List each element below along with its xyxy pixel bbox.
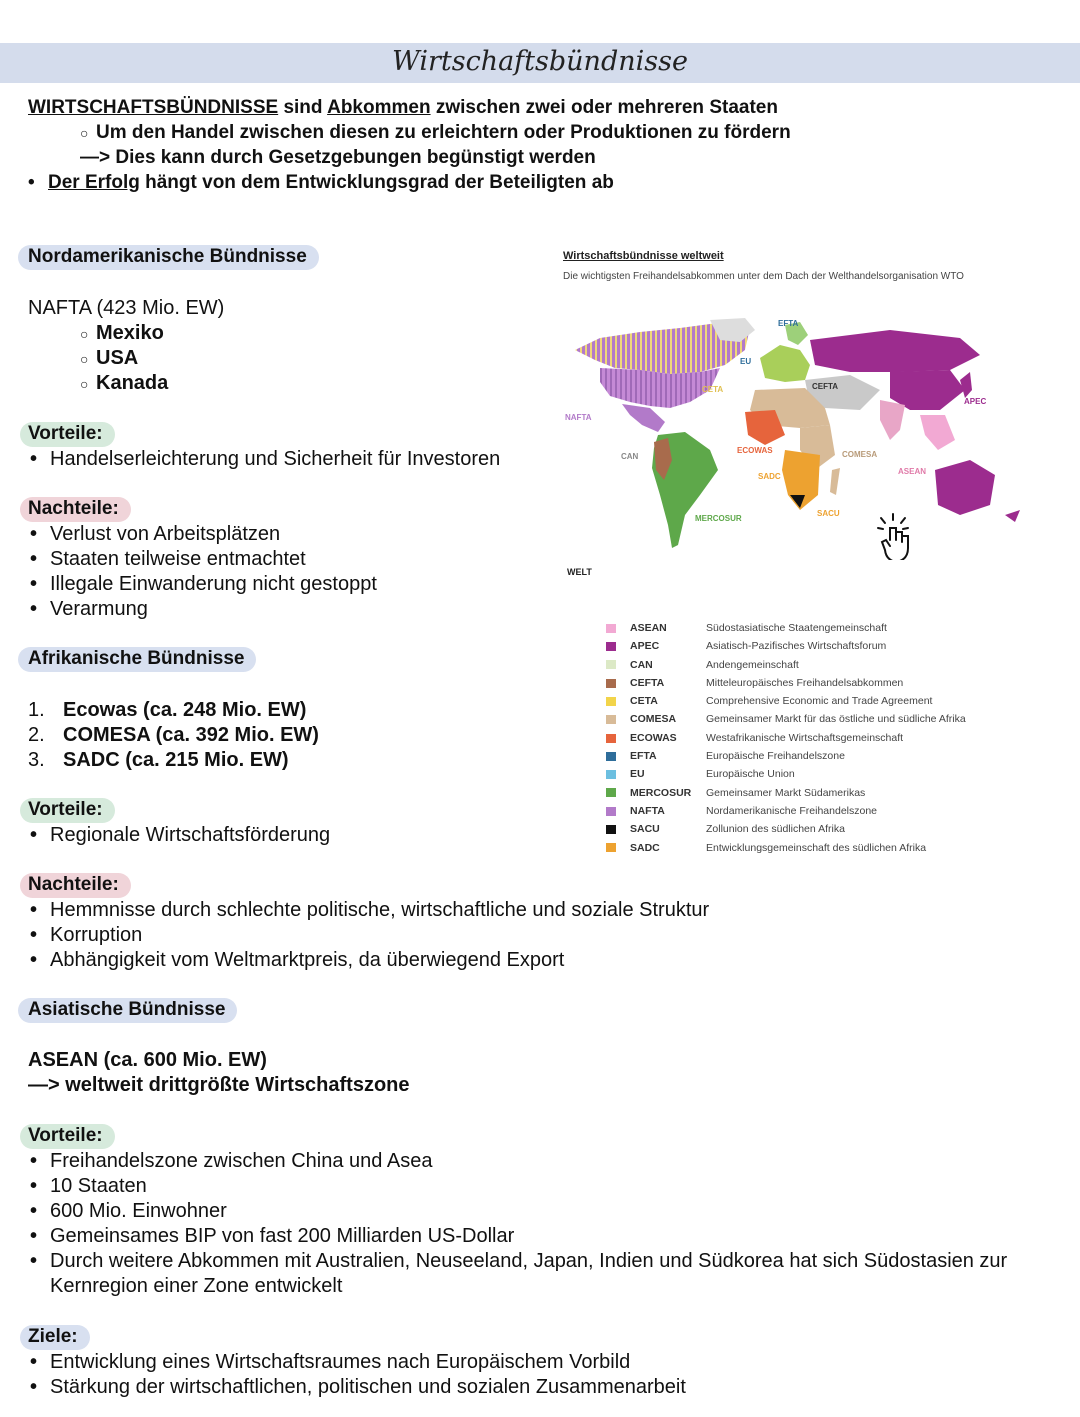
asia-section (28, 1048, 410, 1098)
north-cons-list (30, 522, 377, 622)
legend-code: CEFTA (630, 676, 665, 689)
legend-name: Mitteleuropäisches Freihandelsabkommen (706, 676, 904, 689)
hand-pointer-icon (878, 514, 908, 560)
label-can: CAN (621, 452, 639, 461)
legend-name: Andengemeinschaft (706, 658, 799, 671)
legend-code: CETA (630, 695, 658, 708)
pro-item: • Regionale Wirtschaftsförderung (30, 823, 330, 848)
label-cefta: CEFTA (812, 382, 839, 391)
africa-list (28, 698, 319, 773)
page-title: Wirtschaftsbündnisse (392, 46, 688, 77)
legend-swatch (606, 843, 616, 852)
asia-goals-list (30, 1350, 686, 1400)
nz-shape (1005, 510, 1020, 522)
label-ceta: CETA (702, 385, 724, 394)
australia-shape (935, 460, 995, 515)
legend-code: EFTA (630, 750, 657, 763)
pro-item: • Durch weitere Abkommen mit Australien, Neuseeland, Japan, Indien und Südkorea hat sich Südostasien zur Kernregion einer Zone entwickelt (30, 1249, 1030, 1299)
legend-row (606, 674, 966, 692)
intro-section (28, 95, 1068, 195)
india-shape (880, 400, 905, 440)
con-item: • Hemmnisse durch schlechte politische, wirtschaftliche und soziale Struktur (30, 898, 709, 923)
con-item: • Verarmung (30, 597, 377, 622)
legend-row (606, 839, 966, 857)
legend-swatch (606, 788, 616, 797)
legend-swatch (606, 660, 616, 669)
con-item: • Illegale Einwanderung nicht gestoppt (30, 572, 377, 597)
pro-item: • 600 Mio. Einwohner (30, 1199, 1030, 1224)
label-eu: EU (740, 357, 752, 366)
north-pros-label: Vorteile: (20, 422, 115, 447)
intro-text: sind (278, 97, 328, 118)
con-item: • Staaten teilweise entmachtet (30, 547, 377, 572)
member-item: ○ USA (80, 346, 224, 371)
nafta-line: NAFTA (423 Mio. EW) (28, 297, 225, 319)
legend-swatch (606, 807, 616, 816)
item-number: 1. (28, 699, 45, 721)
africa-cons-label: Nachteile: (20, 873, 131, 898)
pro-item: • Handelserleichterung und Sicherheit für Investoren (30, 447, 500, 472)
legend-row (606, 820, 966, 838)
legend-name: Südostasiatische Staatengemeinschaft (706, 622, 887, 634)
pro-item: • Freihandelszone zwischen China und Asea (30, 1149, 1030, 1174)
intro-line-1 (28, 95, 1068, 120)
con-item: • Korruption (30, 923, 709, 948)
legend-code: APEC (630, 640, 660, 653)
map-source: WELT (567, 567, 592, 577)
item-number: 3. (28, 749, 45, 771)
africa-pros-list (30, 823, 330, 848)
legend-row (606, 802, 966, 820)
legend-code: SACU (630, 823, 660, 836)
legend-swatch (606, 715, 616, 724)
mexico-shape (622, 404, 665, 432)
legend-code: SADC (630, 841, 660, 854)
label-ecowas: ECOWAS (737, 446, 773, 455)
nafta-members (80, 321, 224, 396)
legend-code: CAN (630, 658, 653, 671)
legend-code: ASEAN (630, 622, 667, 634)
legend-name: Europäische Union (706, 768, 795, 781)
label-sacu: SACU (817, 509, 840, 518)
africa-item (28, 698, 319, 723)
item-number: 2. (28, 724, 45, 746)
goal-item: • Stärkung der wirtschaftlichen, politischen und sozialen Zusammenarbeit (30, 1375, 686, 1400)
legend-row (606, 637, 966, 655)
asean-line: ASEAN (ca. 600 Mio. EW) (28, 1049, 267, 1071)
intro-sub-2: —> Dies kann durch Gesetzgebungen begünstigt werden (80, 147, 596, 168)
legend-row (606, 619, 966, 637)
legend-code: NAFTA (630, 804, 665, 817)
legend-name: Comprehensive Economic and Trade Agreement (706, 695, 933, 708)
label-sadc: SADC (758, 472, 781, 481)
map-title: Wirtschaftsbündnisse weltweit (563, 250, 724, 262)
legend-row (606, 710, 966, 728)
legend-name: Asiatisch-Pazifisches Wirtschaftsforum (706, 640, 887, 653)
pro-item: • Gemeinsames BIP von fast 200 Milliarden US-Dollar (30, 1224, 1030, 1249)
legend-name: Nordamerikanische Freihandelszone (706, 804, 878, 817)
legend-swatch (606, 624, 616, 633)
label-mercosur: MERCOSUR (695, 514, 742, 523)
legend-code: EU (630, 768, 645, 781)
asean-sub: —> weltweit drittgrößte Wirtschaftszone (28, 1074, 410, 1096)
intro-text: zwischen zwei oder mehreren Staaten (430, 97, 778, 118)
legend-swatch (606, 825, 616, 834)
intro-bullet (28, 170, 1068, 195)
europe-shape (760, 345, 810, 382)
north-pros-list (30, 447, 500, 472)
asia-pros-list (30, 1149, 1030, 1299)
legend-swatch (606, 642, 616, 651)
intro-text: hängt von dem Entwicklungsgrad der Beteiligten ab (139, 172, 614, 193)
legend-row (606, 765, 966, 783)
item-text: SADC (ca. 215 Mio. EW) (63, 749, 289, 771)
legend-name: Zollunion des südlichen Afrika (706, 823, 845, 836)
member-item: ○ Kanada (80, 371, 224, 396)
intro-term: WIRTSCHAFTSBÜNDNISSE (28, 97, 279, 118)
legend-swatch (606, 770, 616, 779)
legend-row (606, 729, 966, 747)
asia-goals-label: Ziele: (20, 1325, 90, 1350)
intro-abkommen: Abkommen (327, 97, 431, 118)
goal-item: • Entwicklung eines Wirtschaftsraumes nach Europäischem Vorbild (30, 1350, 686, 1375)
label-efta: EFTA (778, 319, 799, 328)
asia-pros-label: Vorteile: (20, 1124, 115, 1149)
africa-pros-label: Vorteile: (20, 798, 115, 823)
legend-row (606, 747, 966, 765)
asia-heading: Asiatische Bündnisse (18, 998, 237, 1023)
legend-swatch (606, 734, 616, 743)
north-section (28, 296, 224, 396)
legend-name: Gemeinsamer Markt für das östliche und südliche Afrika (706, 713, 966, 726)
pro-item: • 10 Staaten (30, 1174, 1030, 1199)
china-shape (890, 370, 965, 410)
legend-row (606, 784, 966, 802)
label-apec: APEC (964, 397, 987, 406)
legend-swatch (606, 752, 616, 761)
world-map (560, 310, 1030, 560)
north-heading: Nordamerikanische Bündnisse (18, 245, 319, 270)
russia-shape (810, 330, 980, 372)
item-text: Ecowas (ca. 248 Mio. EW) (63, 699, 307, 721)
intro-erfolg: Der Erfolg (48, 172, 140, 193)
con-item: • Verlust von Arbeitsplätzen (30, 522, 377, 547)
legend-row (606, 692, 966, 710)
legend-code: COMESA (630, 713, 677, 726)
con-item: • Abhängigkeit vom Weltmarktpreis, da überwiegend Export (30, 948, 709, 973)
label-comesa: COMESA (842, 450, 878, 459)
africa-item (28, 723, 319, 748)
madagascar-shape (830, 468, 840, 495)
legend-swatch (606, 679, 616, 688)
legend-row (606, 656, 966, 674)
map-legend (606, 619, 966, 857)
se-asia-shape (920, 415, 955, 450)
legend-swatch (606, 697, 616, 706)
member-item: ○ Mexiko (80, 321, 224, 346)
label-nafta: NAFTA (565, 413, 592, 422)
north-cons-label: Nachteile: (20, 497, 131, 522)
legend-name: Europäische Freihandelszone (706, 750, 845, 763)
label-asean: ASEAN (898, 467, 927, 476)
intro-sub-1: ○ Um den Handel zwischen diesen zu erleichtern oder Produktionen zu fördern (80, 120, 1068, 145)
legend-name: Entwicklungsgemeinschaft des südlichen Afrika (706, 841, 927, 854)
legend-name: Gemeinsamer Markt Südamerikas (706, 786, 866, 799)
legend-code: ECOWAS (630, 731, 677, 744)
legend-name: Westafrikanische Wirtschaftsgemeinschaft (706, 731, 904, 744)
map-subtitle: Die wichtigsten Freihandelsabkommen unter dem Dach der Welthandelsorganisation WTO (563, 271, 964, 282)
africa-heading: Afrikanische Bündnisse (18, 647, 256, 672)
africa-item (28, 748, 319, 773)
item-text: COMESA (ca. 392 Mio. EW) (63, 724, 319, 746)
africa-cons-list (30, 898, 709, 973)
legend-code: MERCOSUR (630, 786, 692, 799)
japan-shape (960, 372, 972, 398)
